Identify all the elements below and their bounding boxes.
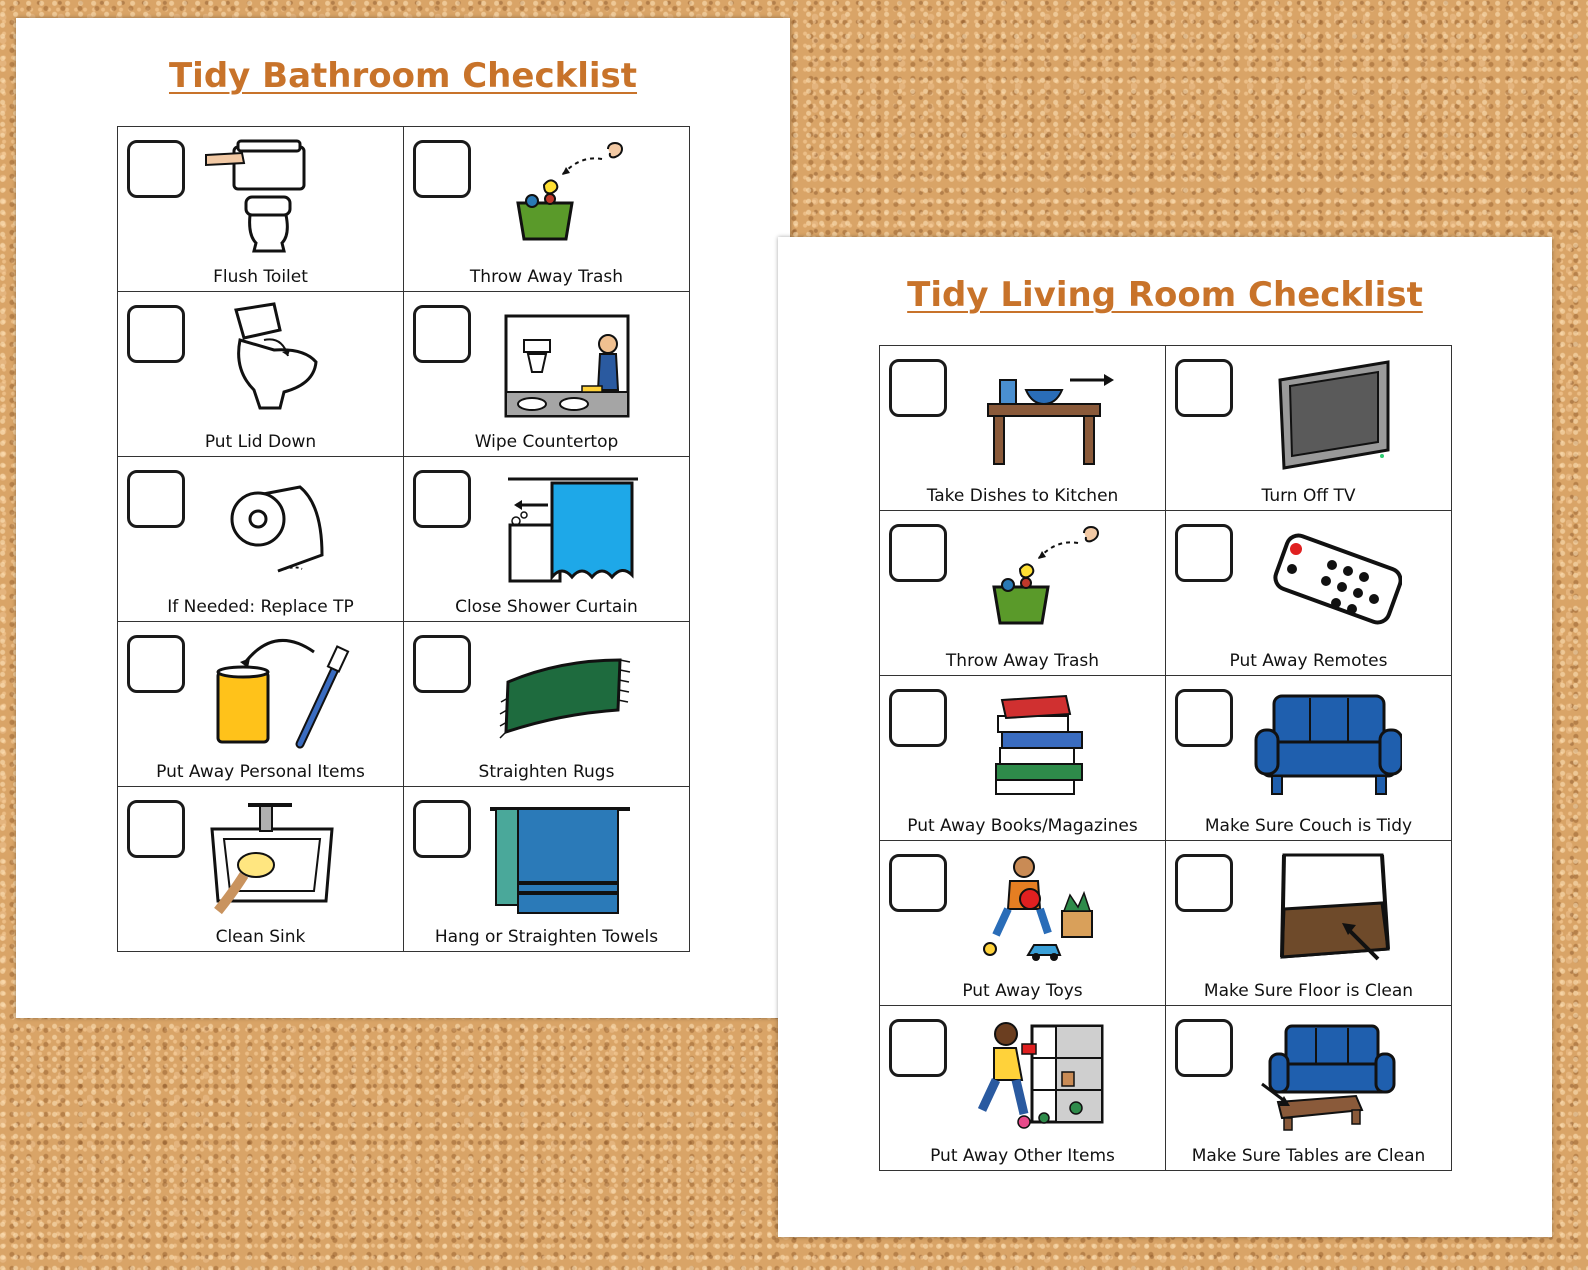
item-label: Clean Sink	[215, 927, 306, 947]
living-room-checklist-title: Tidy Living Room Checklist	[907, 275, 1423, 315]
shower-curtain-icon	[490, 465, 640, 585]
sink-icon	[204, 795, 354, 915]
checkbox[interactable]	[127, 635, 185, 693]
flush-toilet-icon	[204, 135, 354, 255]
checkbox[interactable]	[889, 359, 947, 417]
checkbox[interactable]	[889, 1019, 947, 1077]
remote-icon	[1252, 519, 1402, 639]
checklist-item	[118, 292, 404, 457]
item-label: Flush Toilet	[213, 267, 308, 287]
item-label: Put Away Personal Items	[156, 762, 365, 782]
rug-icon	[490, 630, 640, 750]
bathroom-checklist-title: Tidy Bathroom Checklist	[168, 56, 638, 96]
checkbox[interactable]	[889, 854, 947, 912]
living-room-checklist-grid	[879, 345, 1452, 1171]
checklist-item	[1166, 676, 1452, 841]
checklist-item	[404, 292, 690, 457]
item-label: Make Sure Couch is Tidy	[1204, 816, 1413, 836]
item-label: Throw Away Trash	[469, 267, 624, 287]
checklist-item	[118, 622, 404, 787]
checklist-item	[404, 787, 690, 952]
checkbox[interactable]	[1175, 854, 1233, 912]
towel-icon	[490, 795, 640, 915]
item-label: Straighten Rugs	[478, 762, 615, 782]
checkbox[interactable]	[413, 800, 471, 858]
checkbox[interactable]	[413, 140, 471, 198]
checkbox[interactable]	[1175, 524, 1233, 582]
item-label: Close Shower Curtain	[455, 597, 638, 617]
checkbox[interactable]	[127, 140, 185, 198]
checklist-item	[404, 622, 690, 787]
item-label: Put Away Books/Magazines	[907, 816, 1138, 836]
checklist-item	[880, 676, 1166, 841]
checklist-item	[880, 511, 1166, 676]
living-room-checklist-sheet	[778, 237, 1552, 1237]
checkbox[interactable]	[1175, 1019, 1233, 1077]
item-label: Put Away Other Items	[930, 1146, 1115, 1166]
checklist-item	[1166, 1006, 1452, 1171]
shelf-items-icon	[966, 1014, 1116, 1134]
checklist-item	[1166, 511, 1452, 676]
item-label: If Needed: Replace TP	[167, 597, 354, 617]
checkbox[interactable]	[413, 305, 471, 363]
couch-icon	[1252, 684, 1402, 804]
item-label: Make Sure Tables are Clean	[1191, 1146, 1426, 1166]
item-label: Put Lid Down	[204, 432, 317, 452]
toilet-paper-icon	[204, 465, 354, 585]
trash-can-icon	[490, 135, 640, 255]
checklist-item	[880, 841, 1166, 1006]
trash-can-icon	[966, 519, 1116, 639]
item-label: Hang or Straighten Towels	[434, 927, 659, 947]
checkbox[interactable]	[1175, 359, 1233, 417]
books-icon	[966, 684, 1116, 804]
coffee-table-icon	[1252, 1014, 1402, 1134]
checkbox[interactable]	[889, 524, 947, 582]
item-label: Make Sure Floor is Clean	[1203, 981, 1414, 1001]
countertop-icon	[490, 300, 640, 420]
toys-icon	[966, 849, 1116, 969]
checkbox[interactable]	[889, 689, 947, 747]
checklist-item	[880, 346, 1166, 511]
checklist-item	[404, 127, 690, 292]
toilet-lid-icon	[204, 300, 354, 420]
personal-items-icon	[204, 630, 354, 750]
checkbox[interactable]	[1175, 689, 1233, 747]
checkbox[interactable]	[127, 470, 185, 528]
tv-icon	[1252, 354, 1402, 474]
checklist-item	[880, 1006, 1166, 1171]
item-label: Throw Away Trash	[945, 651, 1100, 671]
checkbox[interactable]	[127, 800, 185, 858]
checklist-item	[1166, 346, 1452, 511]
floor-icon	[1252, 849, 1402, 969]
item-label: Take Dishes to Kitchen	[926, 486, 1119, 506]
checklist-item	[404, 457, 690, 622]
item-label: Wipe Countertop	[474, 432, 619, 452]
checkbox[interactable]	[413, 470, 471, 528]
item-label: Put Away Remotes	[1229, 651, 1388, 671]
checklist-item	[118, 457, 404, 622]
item-label: Turn Off TV	[1261, 486, 1356, 506]
checklist-item	[1166, 841, 1452, 1006]
checkbox[interactable]	[127, 305, 185, 363]
checkbox[interactable]	[413, 635, 471, 693]
checklist-item	[118, 787, 404, 952]
bathroom-checklist-sheet	[16, 18, 790, 1018]
dishes-table-icon	[966, 354, 1116, 474]
item-label: Put Away Toys	[962, 981, 1083, 1001]
bathroom-checklist-grid	[117, 126, 690, 952]
checklist-item	[118, 127, 404, 292]
